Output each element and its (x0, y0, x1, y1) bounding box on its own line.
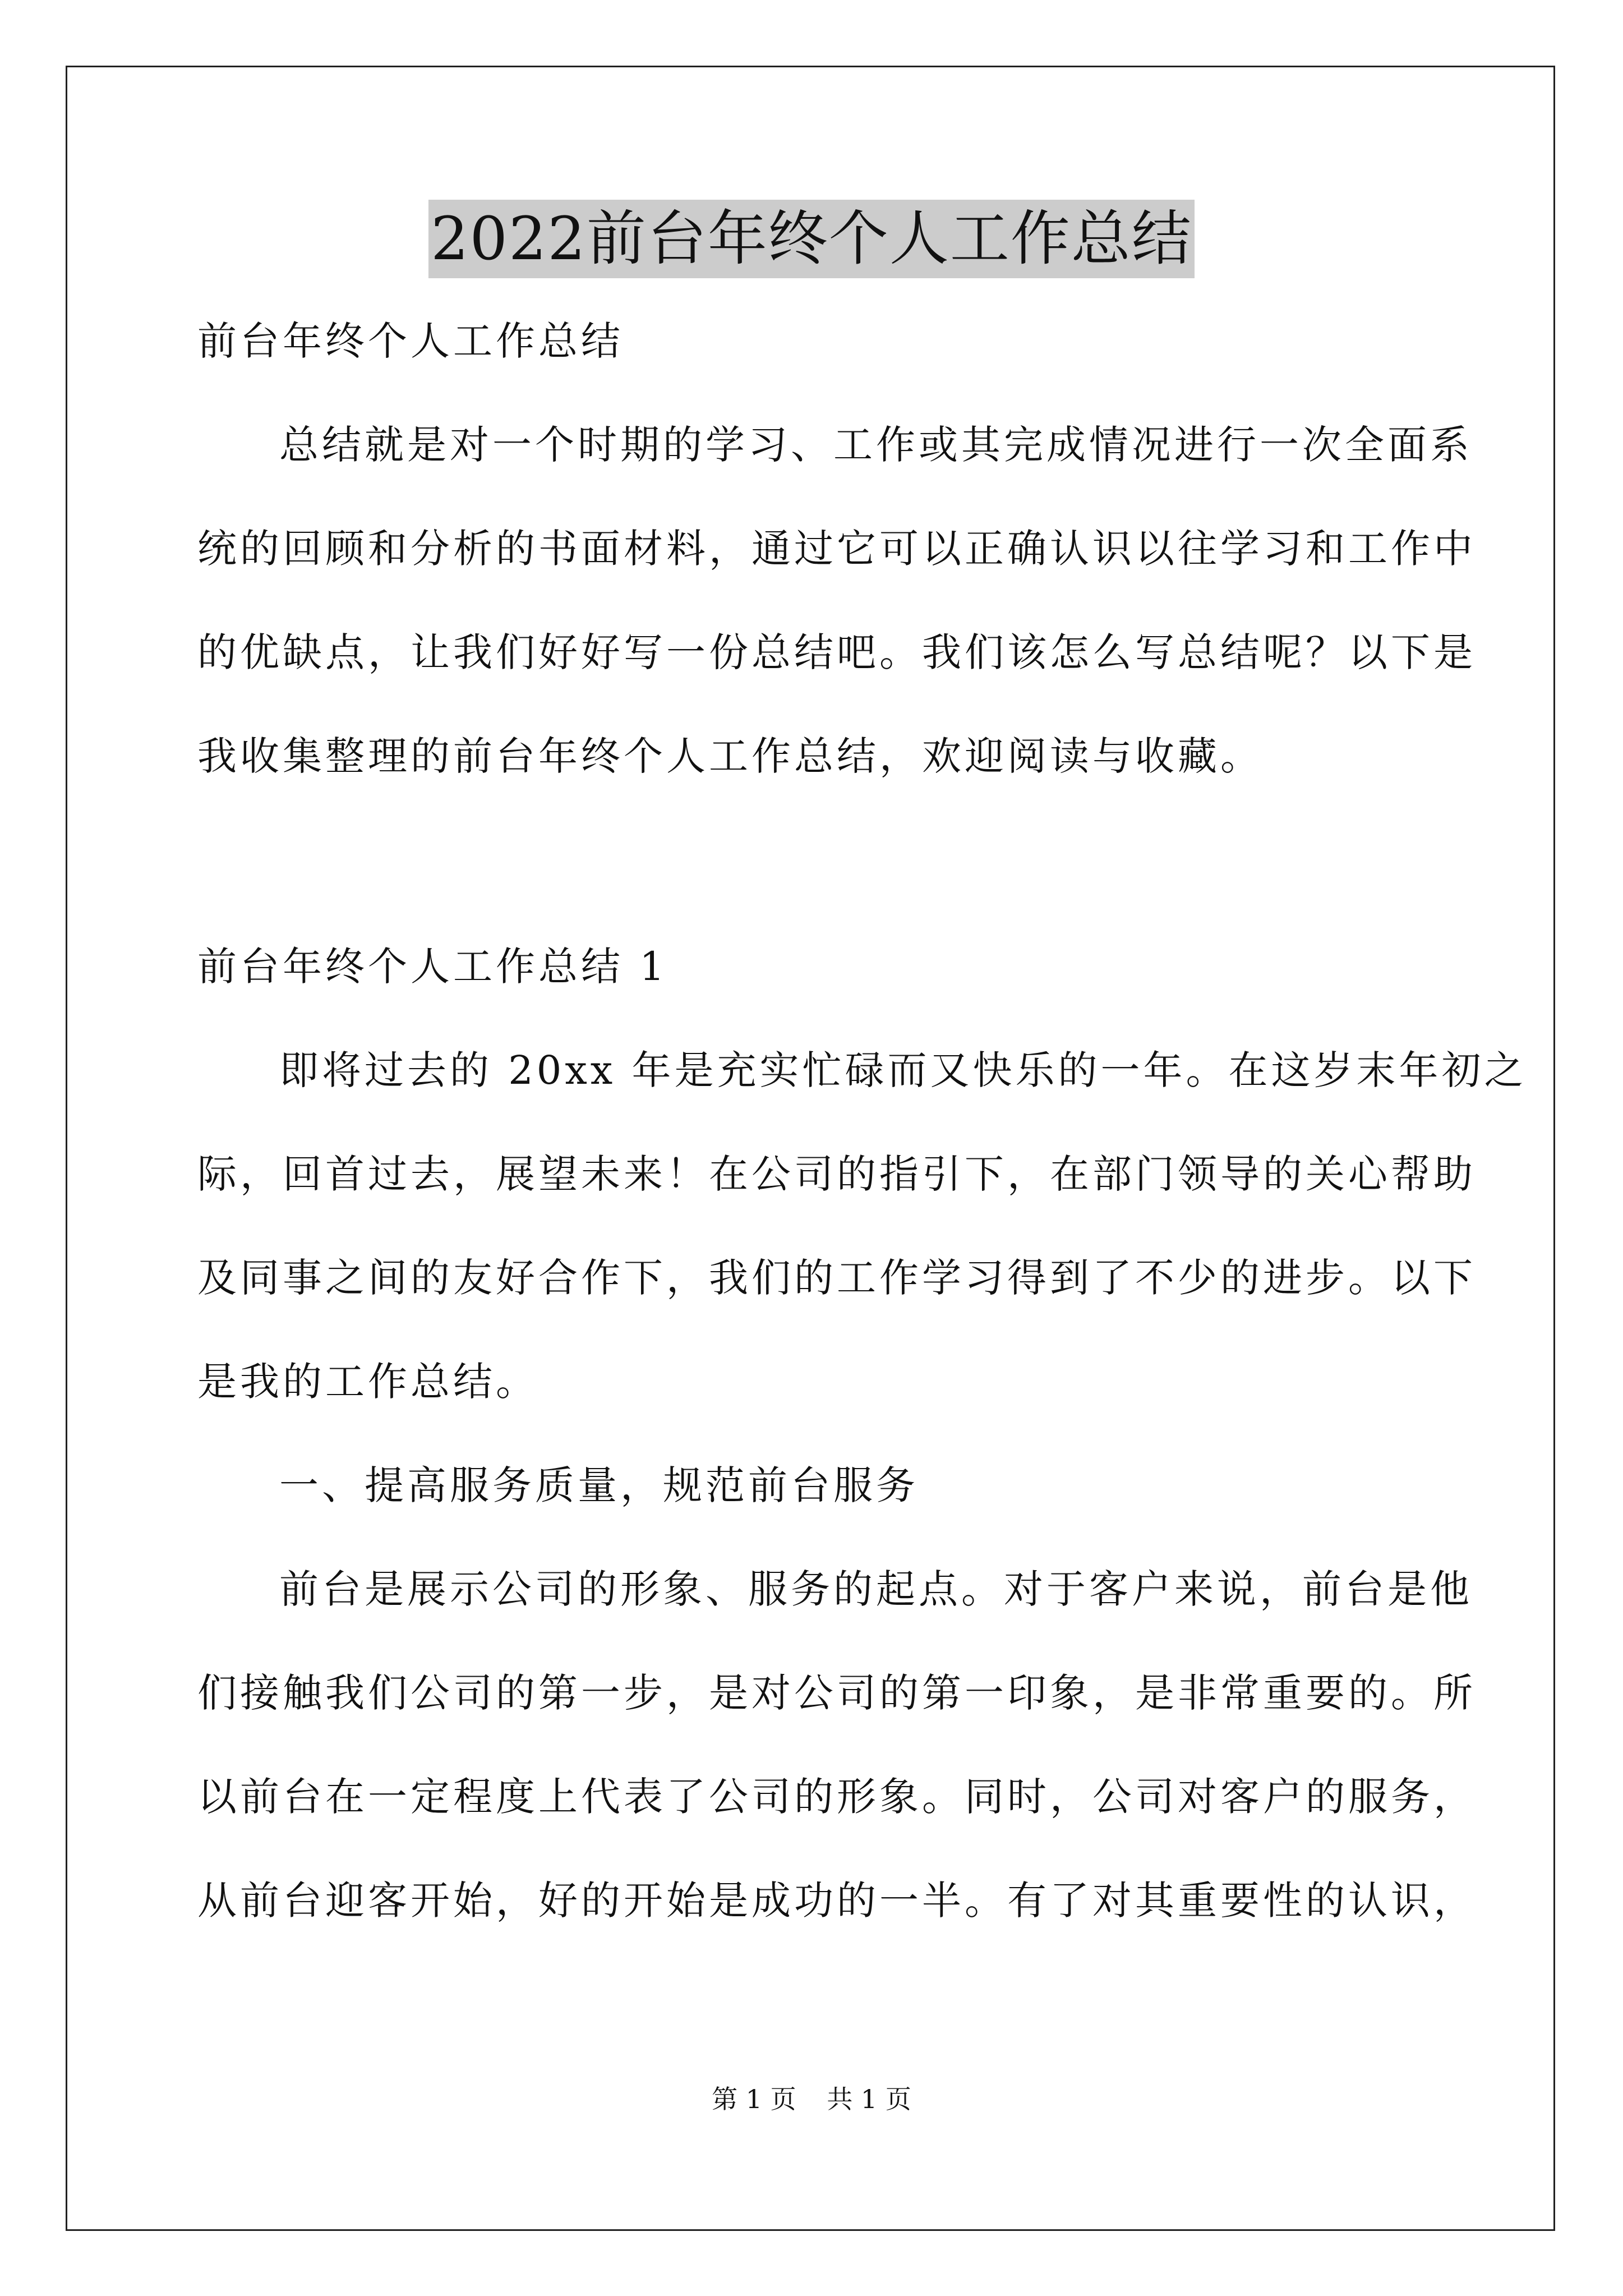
title-wrap (0, 200, 1623, 278)
sub-heading: 一、提高服务质量，规范前台服务 (279, 1462, 919, 1508)
page-footer (0, 2082, 1623, 2116)
paragraph-spacer (197, 821, 1428, 927)
subtitle-line: 前台年终个人工作总结 (197, 318, 624, 364)
body-line: 是我的工作总结。 (197, 1359, 538, 1405)
page-total: 共 1 页 (827, 2084, 911, 2114)
body-line: 际，回首过去，展望未来！在公司的指引下，在部门领导的关心帮助 (197, 1151, 1476, 1197)
section-heading: 前台年终个人工作总结 1 (197, 944, 668, 990)
body-line: 及同事之间的友好合作下，我们的工作学习得到了不少的进步。以下 (197, 1255, 1476, 1301)
document-body (197, 302, 1527, 1965)
body-line: 我收集整理的前台年终个人工作总结，欢迎阅读与收藏。 (197, 733, 1263, 779)
body-line: 从前台迎客开始，好的开始是成功的一半。有了对其重要性的认识， (197, 1878, 1476, 1924)
body-line: 统的回顾和分析的书面材料，通过它可以正确认识以往学习和工作中 (197, 526, 1476, 572)
body-line: 即将过去的 20xx 年是充实忙碌而又快乐的一年。在这岁末年初之 (279, 1047, 1527, 1093)
page-number: 第 1 页 (712, 2084, 796, 2114)
body-line: 们接触我们公司的第一步，是对公司的第一印象，是非常重要的。所 (197, 1670, 1476, 1716)
document-title: 2022前台年终个人工作总结 (428, 200, 1195, 278)
body-line: 的优缺点，让我们好好写一份总结吧。我们该怎么写总结呢？以下是 (197, 629, 1476, 675)
body-line: 总结就是对一个时期的学习、工作或其完成情况进行一次全面系 (279, 422, 1473, 468)
body-line: 以前台在一定程度上代表了公司的形象。同时，公司对客户的服务， (197, 1774, 1476, 1820)
body-line: 前台是展示公司的形象、服务的起点。对于客户来说，前台是他 (279, 1566, 1473, 1612)
